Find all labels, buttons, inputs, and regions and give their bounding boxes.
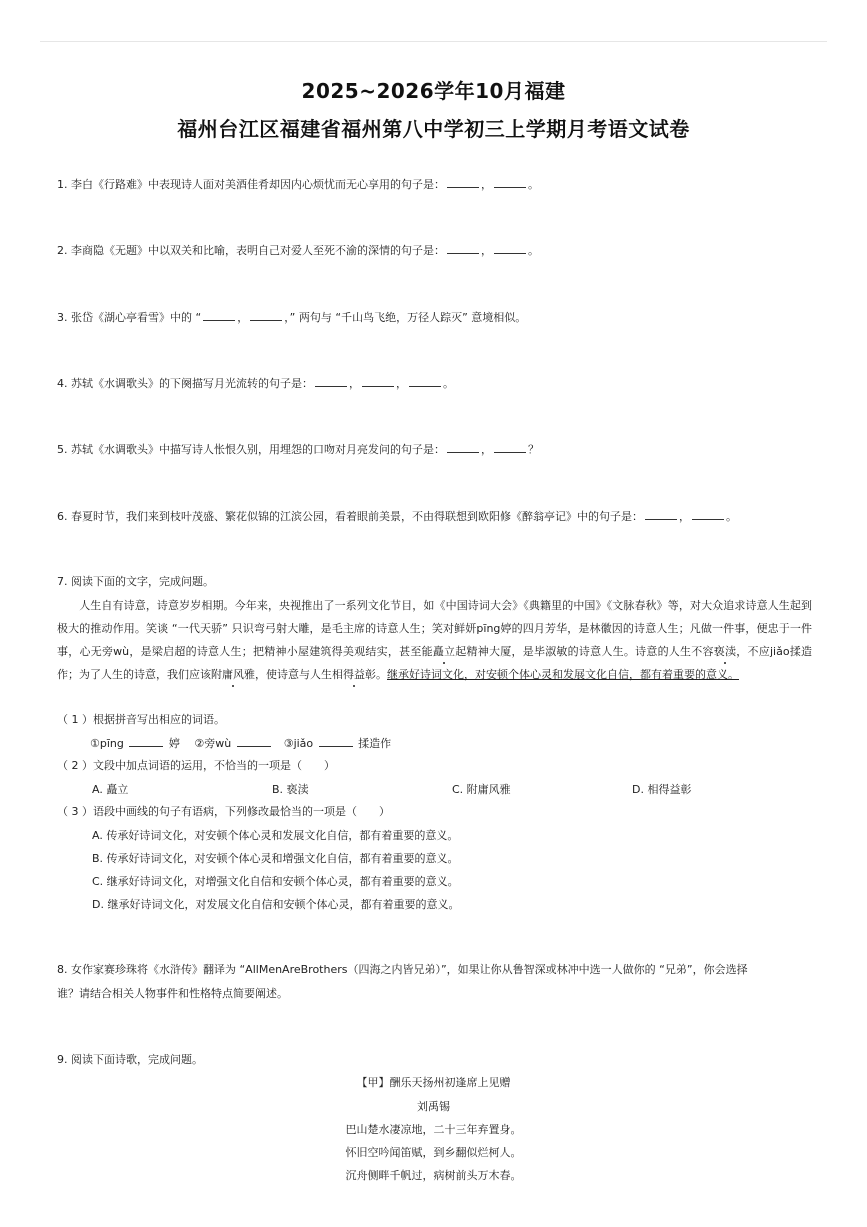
end-mark: ？: [528, 443, 539, 456]
passage-text: 起精神大厦，是毕淑敏的诗意人生。诗意的人生不容: [455, 645, 714, 658]
option-d[interactable]: D. 相得益彰: [632, 783, 692, 796]
question-2-text: 2. 李商隐《无题》中以双关和比喻，表明自己对爱人至死不渝的深情的句子是：: [57, 244, 445, 257]
separator: ，: [481, 244, 492, 257]
sub-question-3-label: （ 3 ）语段中画线的句子有语病，下列修改最恰当的一项是（ ）: [57, 805, 390, 818]
passage-text: ，使诗意与人生: [255, 668, 332, 681]
poem-author: 刘禹锡: [417, 1100, 450, 1113]
question-7-heading: 7. 阅读下面的文字，完成问题。: [57, 575, 214, 588]
question-8-line1: 8. 女作家赛珍珠将《水浒传》翻译为 “AllMenAreBrothers（四海之内皆兄弟）”，如果让你从鲁智深或林冲中选一人做你的 “兄弟”，你会选择: [57, 963, 748, 976]
question-3: [57, 309, 526, 326]
exam-title-line1: 2025~2026学年10月福建: [301, 79, 566, 103]
answer-blank[interactable]: [494, 441, 526, 453]
end-mark: 。: [528, 178, 539, 191]
answer-blank[interactable]: [494, 242, 526, 254]
answer-blank[interactable]: [409, 375, 441, 387]
passage-text: 。: [376, 668, 387, 681]
dotted-word-4: 相得益彰: [332, 668, 376, 681]
pinyin-item-3: ③jiǎo: [283, 737, 314, 750]
question-4: [57, 375, 454, 392]
option-c[interactable]: C. 继承好诗词文化，对增强文化自信和安顿个体心灵，都有着重要的意义。: [92, 875, 459, 888]
end-mark: 。: [726, 510, 737, 523]
underlined-sentence: 继承好诗词文化，对安顿个体心灵和发展文化自信，都有着重要的意义。: [387, 668, 739, 681]
question-6: [57, 508, 737, 525]
pinyin-item-1-suffix: 婷: [168, 737, 180, 750]
question-3-pre: 3. 张岱《湖心亭看雪》中的 “: [57, 311, 202, 324]
question-5-text: 5. 苏轼《水调歌头》中描写诗人怅恨久别，用埋怨的口吻对月亮发问的句子是：: [57, 443, 445, 456]
exam-title-line2: 福州台江区福建省福州第八中学初三上学期月考语文试卷: [177, 117, 690, 141]
poem-line-2: 怀旧空吟闻笛赋，到乡翻似烂柯人。: [345, 1146, 522, 1159]
question-6-text: 6. 春夏时节，我们来到枝叶茂盛、繁花似锦的江滨公园，看着眼前美景，不由得联想到欧阳修《醉翁亭记》中的句子是：: [57, 510, 643, 523]
passage-text: 人生自有诗意，诗意岁岁相期。今年来，央视推出了一系列文化节目，如《中国诗词大会》《典籍里的中国》《文脉春秋》等，对大众追求诗意人生起到极大的推动作用。笑谈 “一代天骄” 只识弯弓射大雕，是毛主席的诗意人生；笑对鲜妍pīng婷的四月芳华，是林徽因的诗意人生；凡做一件事，便忠于一件事，心无旁wù，是梁启超的诗意人生；把精神小屋建筑得美观结实，甚至能: [57, 599, 812, 658]
poem-line-3: 沉舟侧畔千帆过，病树前头万木春。: [345, 1169, 522, 1182]
dotted-word-2: 亵渎: [713, 645, 737, 658]
pinyin-item-3-suffix: 揉造作: [358, 737, 392, 750]
pinyin-item-1: ①pīng: [90, 737, 124, 750]
answer-blank[interactable]: [203, 309, 235, 321]
question-3-post: ，” 两句与 “千山鸟飞绝，万径人踪灭” 意境相似。: [284, 311, 527, 324]
answer-blank[interactable]: [494, 176, 526, 188]
answer-blank[interactable]: [447, 176, 479, 188]
answer-blank[interactable]: [237, 735, 271, 747]
answer-blank[interactable]: [250, 309, 282, 321]
answer-blank[interactable]: [645, 508, 677, 520]
end-mark: 。: [443, 377, 454, 390]
question-7-passage: [57, 594, 812, 686]
page-top-rule: [40, 41, 827, 42]
answer-blank[interactable]: [315, 375, 347, 387]
question-9-heading: 9. 阅读下面诗歌，完成问题。: [57, 1053, 203, 1066]
question-4-text: 4. 苏轼《水调歌头》的下阕描写月光流转的句子是：: [57, 377, 313, 390]
separator: ，: [349, 377, 360, 390]
answer-blank[interactable]: [129, 735, 163, 747]
question-5: [57, 441, 539, 458]
question-1-text: 1. 李白《行路难》中表现诗人面对美酒佳肴却因内心烦忧而无心享用的句子是：: [57, 178, 445, 191]
dotted-word-3: 附庸风雅: [211, 668, 255, 681]
answer-blank[interactable]: [692, 508, 724, 520]
poem-line-1: 巴山楚水凄凉地，二十三年弃置身。: [345, 1123, 522, 1136]
question-1: [57, 176, 539, 193]
answer-blank[interactable]: [447, 441, 479, 453]
separator: ，: [396, 377, 407, 390]
answer-blank[interactable]: [319, 735, 353, 747]
option-b[interactable]: B. 亵渎: [272, 783, 309, 796]
question-2: [57, 242, 539, 259]
passage-text: ，不应jiǎo揉造作；为了人生的诗意，我们应该: [57, 645, 813, 681]
sub-question-2-label: （ 2 ）文段中加点词语的运用，不恰当的一项是（ ）: [57, 759, 335, 772]
answer-blank[interactable]: [447, 242, 479, 254]
pinyin-item-2: ②旁wù: [194, 737, 232, 750]
separator: ，: [481, 443, 492, 456]
separator: ，: [481, 178, 492, 191]
option-d[interactable]: D. 继承好诗词文化，对发展文化自信和安顿个体心灵，都有着重要的意义。: [92, 898, 460, 911]
option-a[interactable]: A. 传承好诗词文化，对安顿个体心灵和发展文化自信，都有着重要的意义。: [92, 829, 459, 842]
separator: ，: [679, 510, 690, 523]
poem-title: 【甲】酬乐天扬州初逢席上见赠: [356, 1076, 511, 1089]
option-a[interactable]: A. 矗立: [92, 783, 129, 796]
sub-question-1-label: （ 1 ）根据拼音写出相应的词语。: [57, 713, 225, 726]
option-b[interactable]: B. 传承好诗词文化，对安顿个体心灵和增强文化自信，都有着重要的意义。: [92, 852, 459, 865]
separator: ，: [237, 311, 249, 324]
sub-question-1-items: [90, 735, 391, 752]
dotted-word-1: 矗立: [432, 645, 456, 658]
option-c[interactable]: C. 附庸风雅: [452, 783, 511, 796]
answer-blank[interactable]: [362, 375, 394, 387]
end-mark: 。: [528, 244, 539, 257]
question-8-line2: 谁？请结合相关人物事件和性格特点简要阐述。: [57, 987, 288, 1000]
